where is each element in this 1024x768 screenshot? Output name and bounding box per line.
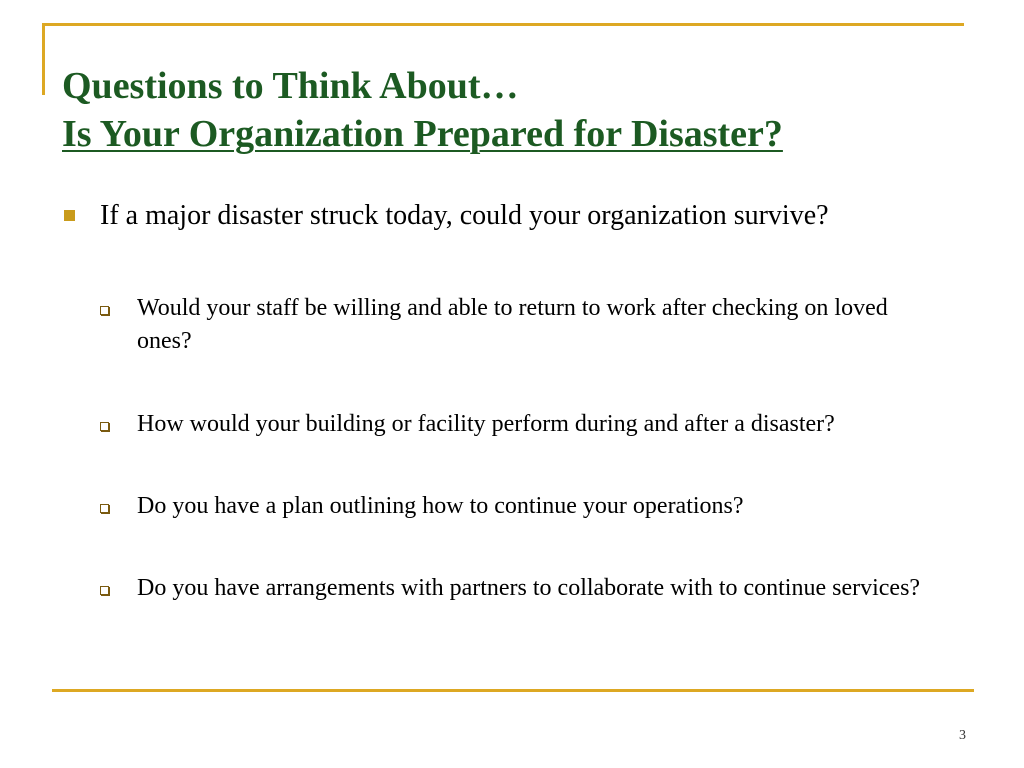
frame-left-rule xyxy=(42,23,45,95)
hollow-square-bullet-icon xyxy=(100,306,109,315)
title-line-1: Questions to Think About… xyxy=(62,65,519,107)
sub-bullet-text: Do you have arrangements with partners to collaborate with to continue services? xyxy=(137,575,921,601)
hollow-square-bullet-icon xyxy=(100,422,109,431)
hollow-square-bullet-icon xyxy=(100,504,109,513)
main-bullet-text: If a major disaster struck today, could your organization survive? xyxy=(100,200,829,231)
sub-bullet-text: Would your staff be willing and able to return to work after checking on loved ones? xyxy=(137,295,888,354)
page-number: 3 xyxy=(959,728,966,743)
slide-title xyxy=(62,62,982,158)
sub-bullet-text: How would your building or facility perform during and after a disaster? xyxy=(137,411,835,437)
title-line-2: Is Your Organization Prepared for Disaster? xyxy=(62,113,783,155)
hollow-square-bullet-icon xyxy=(100,586,109,595)
square-bullet-icon xyxy=(64,210,75,221)
footer-rule xyxy=(52,689,974,692)
frame-top-rule xyxy=(42,23,964,26)
sub-bullet-text: Do you have a plan outlining how to continue your operations? xyxy=(137,493,744,519)
